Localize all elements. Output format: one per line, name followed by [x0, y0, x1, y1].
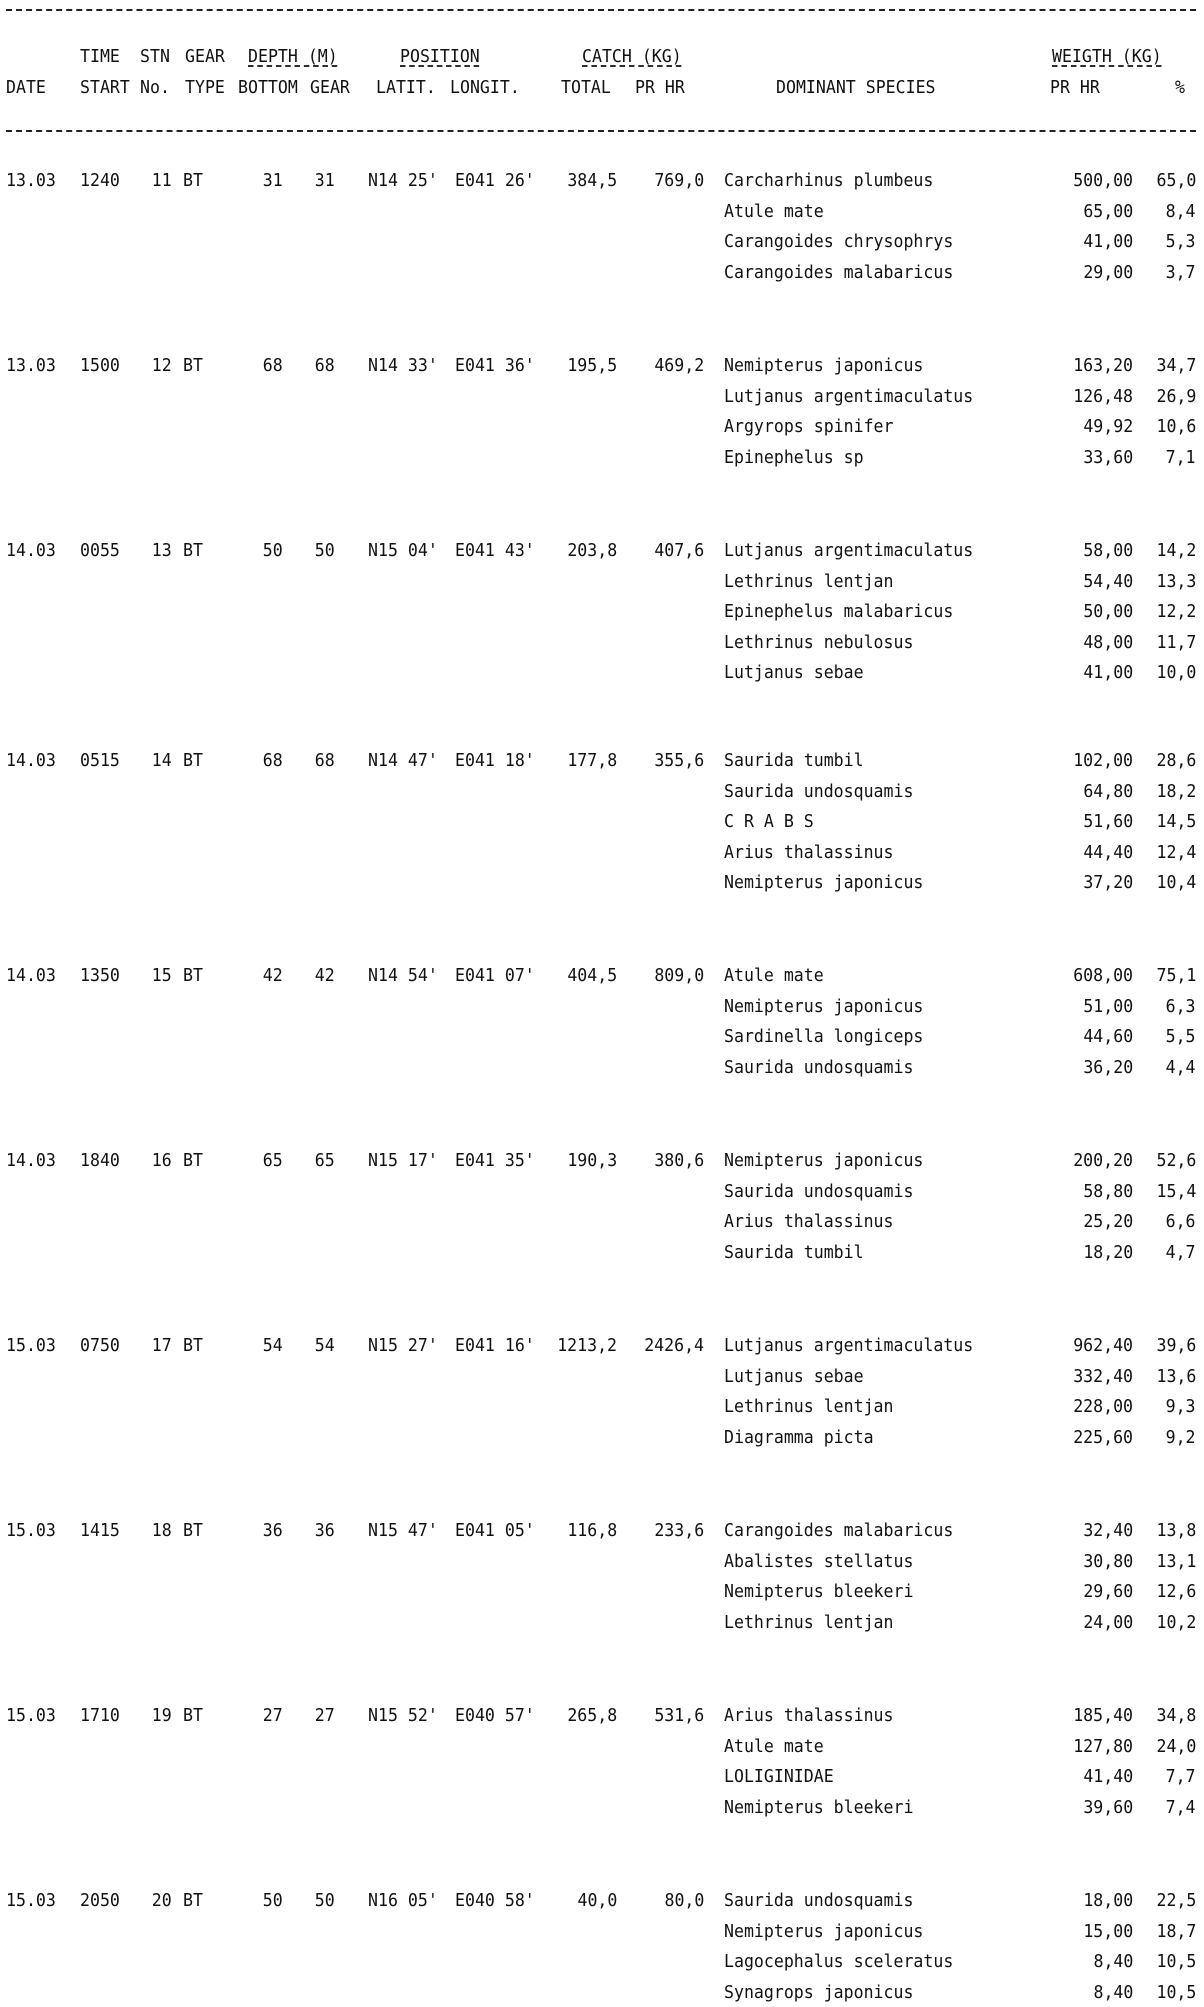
cell-time-start: 2050	[80, 1890, 120, 1911]
cell-station-number: 16	[152, 1150, 172, 1171]
cell-latitude: N14 47'	[368, 750, 438, 771]
species-weight-per-hour: 332,40	[1073, 1366, 1133, 1387]
cell-depth-gear: 54	[315, 1335, 335, 1356]
header-gear: GEAR	[185, 46, 225, 67]
species-name: Lethrinus lentjan	[724, 571, 894, 592]
cell-latitude: N14 25'	[368, 170, 438, 191]
header-longit: LONGIT.	[450, 77, 520, 98]
species-weight-percent: 28,6	[1156, 750, 1196, 771]
species-weight-per-hour: 58,80	[1083, 1181, 1133, 1202]
species-weight-percent: 13,6	[1156, 1366, 1196, 1387]
cell-date: 14.03	[6, 750, 56, 771]
species-weight-per-hour: 64,80	[1083, 781, 1133, 802]
cell-time-start: 0055	[80, 540, 120, 561]
species-weight-per-hour: 44,40	[1083, 842, 1133, 863]
species-weight-percent: 10,6	[1156, 416, 1196, 437]
cell-latitude: N16 05'	[368, 1890, 438, 1911]
cell-station-number: 17	[152, 1335, 172, 1356]
species-weight-percent: 22,5	[1156, 1890, 1196, 1911]
cell-latitude: N14 54'	[368, 965, 438, 986]
cell-time-start: 0750	[80, 1335, 120, 1356]
cell-catch-per-hour: 355,6	[654, 750, 704, 771]
species-name: Epinephelus sp	[724, 447, 864, 468]
species-name: Atule mate	[724, 201, 824, 222]
species-weight-percent: 26,9	[1156, 386, 1196, 407]
cell-longitude: E041 16'	[455, 1335, 535, 1356]
cell-station-number: 15	[152, 965, 172, 986]
cell-date: 13.03	[6, 355, 56, 376]
species-name: Carcharhinus plumbeus	[724, 170, 934, 191]
species-weight-per-hour: 228,00	[1073, 1396, 1133, 1417]
species-name: Saurida undosquamis	[724, 1181, 914, 1202]
species-name: Nemipterus japonicus	[724, 1150, 924, 1171]
cell-time-start: 1500	[80, 355, 120, 376]
species-name: Lutjanus argentimaculatus	[724, 386, 974, 407]
cell-depth-bottom: 65	[263, 1150, 283, 1171]
cell-catch-per-hour: 233,6	[654, 1520, 704, 1541]
cell-date: 14.03	[6, 1150, 56, 1171]
species-name: C R A B S	[724, 811, 814, 832]
cell-date: 13.03	[6, 170, 56, 191]
header-stn: STN	[140, 46, 170, 67]
species-weight-per-hour: 44,60	[1083, 1026, 1133, 1047]
species-name: Lutjanus sebae	[724, 662, 864, 683]
cell-gear-type: BT	[183, 1335, 203, 1356]
species-weight-percent: 39,6	[1156, 1335, 1196, 1356]
species-weight-per-hour: 185,40	[1073, 1705, 1133, 1726]
species-weight-percent: 12,6	[1156, 1581, 1196, 1602]
species-name: Nemipterus japonicus	[724, 872, 924, 893]
cell-time-start: 1415	[80, 1520, 120, 1541]
header-start: START	[80, 77, 130, 98]
species-weight-percent: 13,8	[1156, 1520, 1196, 1541]
species-weight-per-hour: 962,40	[1073, 1335, 1133, 1356]
species-weight-per-hour: 127,80	[1073, 1736, 1133, 1757]
species-name: Atule mate	[724, 1736, 824, 1757]
cell-longitude: E041 43'	[455, 540, 535, 561]
cell-station-number: 12	[152, 355, 172, 376]
species-weight-percent: 75,1	[1156, 965, 1196, 986]
species-weight-per-hour: 608,00	[1073, 965, 1133, 986]
species-weight-percent: 14,5	[1156, 811, 1196, 832]
cell-time-start: 0515	[80, 750, 120, 771]
header-catch: CATCH (KG)	[582, 46, 682, 67]
species-name: Saurida undosquamis	[724, 1890, 914, 1911]
header-time: TIME	[80, 46, 120, 67]
species-weight-per-hour: 58,00	[1083, 540, 1133, 561]
cell-latitude: N15 52'	[368, 1705, 438, 1726]
cell-depth-bottom: 68	[263, 750, 283, 771]
species-weight-percent: 12,4	[1156, 842, 1196, 863]
species-weight-per-hour: 33,60	[1083, 447, 1133, 468]
species-weight-per-hour: 25,20	[1083, 1211, 1133, 1232]
header-depth: DEPTH (M)	[248, 46, 338, 67]
species-weight-percent: 13,1	[1156, 1551, 1196, 1572]
cell-date: 15.03	[6, 1335, 56, 1356]
species-name: Nemipterus bleekeri	[724, 1797, 914, 1818]
cell-catch-total: 404,5	[567, 965, 617, 986]
cell-gear-type: BT	[183, 1150, 203, 1171]
species-weight-percent: 6,6	[1166, 1211, 1196, 1232]
cell-depth-gear: 50	[315, 540, 335, 561]
species-weight-per-hour: 163,20	[1073, 355, 1133, 376]
cell-date: 14.03	[6, 965, 56, 986]
species-weight-percent: 10,5	[1156, 1982, 1196, 2003]
cell-depth-gear: 68	[315, 355, 335, 376]
cell-depth-gear: 36	[315, 1520, 335, 1541]
species-name: Carangoides chrysophrys	[724, 231, 954, 252]
cell-depth-gear: 31	[315, 170, 335, 191]
cell-station-number: 20	[152, 1890, 172, 1911]
header-type: TYPE	[185, 77, 225, 98]
species-weight-percent: 7,1	[1166, 447, 1196, 468]
species-name: Abalistes stellatus	[724, 1551, 914, 1572]
cell-depth-bottom: 50	[263, 1890, 283, 1911]
cell-date: 15.03	[6, 1890, 56, 1911]
cell-longitude: E040 58'	[455, 1890, 535, 1911]
cell-longitude: E041 07'	[455, 965, 535, 986]
species-name: Sardinella longiceps	[724, 1026, 924, 1047]
cell-time-start: 1840	[80, 1150, 120, 1171]
cell-catch-total: 203,8	[567, 540, 617, 561]
cell-depth-bottom: 36	[263, 1520, 283, 1541]
species-name: Nemipterus japonicus	[724, 355, 924, 376]
cell-latitude: N15 04'	[368, 540, 438, 561]
species-weight-per-hour: 41,00	[1083, 662, 1133, 683]
cell-catch-per-hour: 769,0	[654, 170, 704, 191]
cell-longitude: E041 18'	[455, 750, 535, 771]
species-name: Atule mate	[724, 965, 824, 986]
species-weight-per-hour: 65,00	[1083, 201, 1133, 222]
species-weight-per-hour: 50,00	[1083, 601, 1133, 622]
species-name: Nemipterus bleekeri	[724, 1581, 914, 1602]
cell-longitude: E041 05'	[455, 1520, 535, 1541]
header-dominant-species: DOMINANT SPECIES	[776, 77, 936, 98]
cell-depth-gear: 65	[315, 1150, 335, 1171]
species-weight-percent: 10,5	[1156, 1951, 1196, 1972]
header-catch-prhr: PR HR	[635, 77, 685, 98]
species-weight-percent: 10,4	[1156, 872, 1196, 893]
cell-catch-per-hour: 531,6	[654, 1705, 704, 1726]
species-weight-percent: 9,3	[1166, 1396, 1196, 1417]
species-weight-percent: 34,8	[1156, 1705, 1196, 1726]
species-weight-percent: 8,4	[1166, 201, 1196, 222]
species-name: Carangoides malabaricus	[724, 1520, 954, 1541]
species-weight-percent: 5,3	[1166, 231, 1196, 252]
cell-gear-type: BT	[183, 1890, 203, 1911]
species-name: Lagocephalus sceleratus	[724, 1951, 954, 1972]
species-weight-percent: 24,0	[1156, 1736, 1196, 1757]
cell-depth-bottom: 42	[263, 965, 283, 986]
species-weight-per-hour: 15,00	[1083, 1921, 1133, 1942]
species-weight-per-hour: 102,00	[1073, 750, 1133, 771]
cell-gear-type: BT	[183, 170, 203, 191]
cell-depth-bottom: 54	[263, 1335, 283, 1356]
species-weight-per-hour: 200,20	[1073, 1150, 1133, 1171]
header-gear-depth: GEAR	[310, 77, 350, 98]
species-weight-per-hour: 8,40	[1093, 1982, 1133, 2003]
species-name: Synagrops japonicus	[724, 1982, 914, 2003]
cell-catch-per-hour: 809,0	[654, 965, 704, 986]
header-no: No.	[140, 77, 170, 98]
species-weight-percent: 12,2	[1156, 601, 1196, 622]
species-weight-per-hour: 41,00	[1083, 231, 1133, 252]
species-name: Carangoides malabaricus	[724, 262, 954, 283]
species-weight-per-hour: 48,00	[1083, 632, 1133, 653]
species-weight-per-hour: 32,40	[1083, 1520, 1133, 1541]
cell-depth-gear: 27	[315, 1705, 335, 1726]
species-weight-per-hour: 49,92	[1083, 416, 1133, 437]
species-name: Saurida undosquamis	[724, 1057, 914, 1078]
species-weight-per-hour: 37,20	[1083, 872, 1133, 893]
header-position: POSITION	[400, 46, 480, 67]
species-weight-per-hour: 18,20	[1083, 1242, 1133, 1263]
cell-latitude: N14 33'	[368, 355, 438, 376]
cell-gear-type: BT	[183, 750, 203, 771]
species-name: Arius thalassinus	[724, 842, 894, 863]
species-weight-percent: 7,4	[1166, 1797, 1196, 1818]
species-name: Saurida tumbil	[724, 1242, 864, 1263]
species-weight-per-hour: 500,00	[1073, 170, 1133, 191]
cell-depth-bottom: 31	[263, 170, 283, 191]
cell-catch-total: 384,5	[567, 170, 617, 191]
cell-gear-type: BT	[183, 1520, 203, 1541]
cell-catch-total: 116,8	[567, 1520, 617, 1541]
species-name: Lutjanus argentimaculatus	[724, 1335, 974, 1356]
species-weight-per-hour: 54,40	[1083, 571, 1133, 592]
cell-longitude: E041 36'	[455, 355, 535, 376]
cell-catch-per-hour: 380,6	[654, 1150, 704, 1171]
species-name: Nemipterus japonicus	[724, 1921, 924, 1942]
species-weight-percent: 13,3	[1156, 571, 1196, 592]
cell-depth-gear: 50	[315, 1890, 335, 1911]
header-weight-prhr: PR HR	[1050, 77, 1100, 98]
header-dashed-rule	[6, 130, 1196, 132]
species-weight-percent: 5,5	[1166, 1026, 1196, 1047]
species-weight-per-hour: 41,40	[1083, 1766, 1133, 1787]
cell-catch-per-hour: 469,2	[654, 355, 704, 376]
cell-catch-per-hour: 2426,4	[644, 1335, 704, 1356]
cell-gear-type: BT	[183, 1705, 203, 1726]
cell-gear-type: BT	[183, 540, 203, 561]
cell-latitude: N15 47'	[368, 1520, 438, 1541]
cell-gear-type: BT	[183, 965, 203, 986]
species-weight-percent: 7,7	[1166, 1766, 1196, 1787]
cell-station-number: 18	[152, 1520, 172, 1541]
species-name: Saurida tumbil	[724, 750, 864, 771]
cell-catch-total: 265,8	[567, 1705, 617, 1726]
species-name: Argyrops spinifer	[724, 416, 894, 437]
cell-longitude: E040 57'	[455, 1705, 535, 1726]
header-date: DATE	[6, 77, 46, 98]
cell-station-number: 19	[152, 1705, 172, 1726]
species-name: Lethrinus lentjan	[724, 1396, 894, 1417]
species-weight-per-hour: 24,00	[1083, 1612, 1133, 1633]
species-weight-per-hour: 51,00	[1083, 996, 1133, 1017]
cell-latitude: N15 27'	[368, 1335, 438, 1356]
cell-date: 14.03	[6, 540, 56, 561]
species-weight-percent: 10,2	[1156, 1612, 1196, 1633]
species-name: Arius thalassinus	[724, 1211, 894, 1232]
cell-gear-type: BT	[183, 355, 203, 376]
species-name: Saurida undosquamis	[724, 781, 914, 802]
species-name: Epinephelus malabaricus	[724, 601, 954, 622]
cell-latitude: N15 17'	[368, 1150, 438, 1171]
species-weight-percent: 9,2	[1166, 1427, 1196, 1448]
species-weight-percent: 4,7	[1166, 1242, 1196, 1263]
cell-depth-bottom: 27	[263, 1705, 283, 1726]
species-weight-per-hour: 29,00	[1083, 262, 1133, 283]
cell-station-number: 13	[152, 540, 172, 561]
species-weight-per-hour: 51,60	[1083, 811, 1133, 832]
cell-catch-total: 190,3	[567, 1150, 617, 1171]
species-weight-percent: 10,0	[1156, 662, 1196, 683]
species-name: Lethrinus nebulosus	[724, 632, 914, 653]
cell-depth-gear: 42	[315, 965, 335, 986]
cell-catch-total: 40,0	[577, 1890, 617, 1911]
species-weight-per-hour: 18,00	[1083, 1890, 1133, 1911]
header-total: TOTAL	[561, 77, 611, 98]
cell-longitude: E041 26'	[455, 170, 535, 191]
species-weight-per-hour: 8,40	[1093, 1951, 1133, 1972]
species-weight-percent: 34,7	[1156, 355, 1196, 376]
top-dashed-rule	[6, 9, 1196, 11]
cell-station-number: 11	[152, 170, 172, 191]
header-weigth: WEIGTH (KG)	[1052, 46, 1162, 67]
species-weight-per-hour: 126,48	[1073, 386, 1133, 407]
species-weight-per-hour: 29,60	[1083, 1581, 1133, 1602]
header-latit: LATIT.	[376, 77, 436, 98]
cell-catch-per-hour: 407,6	[654, 540, 704, 561]
species-weight-percent: 65,0	[1156, 170, 1196, 191]
species-weight-per-hour: 30,80	[1083, 1551, 1133, 1572]
species-weight-per-hour: 36,20	[1083, 1057, 1133, 1078]
species-weight-percent: 6,3	[1166, 996, 1196, 1017]
species-name: Lethrinus lentjan	[724, 1612, 894, 1633]
header-percent: %	[1175, 77, 1185, 98]
cell-catch-per-hour: 80,0	[664, 1890, 704, 1911]
species-name: Lutjanus argentimaculatus	[724, 540, 974, 561]
species-name: Nemipterus japonicus	[724, 996, 924, 1017]
header-bottom: BOTTOM	[238, 77, 298, 98]
species-weight-percent: 11,7	[1156, 632, 1196, 653]
cell-date: 15.03	[6, 1520, 56, 1541]
species-name: Diagramma picta	[724, 1427, 874, 1448]
species-weight-percent: 52,6	[1156, 1150, 1196, 1171]
species-weight-percent: 3,7	[1166, 262, 1196, 283]
cell-depth-gear: 68	[315, 750, 335, 771]
cell-catch-total: 195,5	[567, 355, 617, 376]
species-weight-per-hour: 225,60	[1073, 1427, 1133, 1448]
cell-catch-total: 1213,2	[557, 1335, 617, 1356]
cell-station-number: 14	[152, 750, 172, 771]
species-weight-percent: 18,7	[1156, 1921, 1196, 1942]
cell-date: 15.03	[6, 1705, 56, 1726]
cell-time-start: 1710	[80, 1705, 120, 1726]
cell-depth-bottom: 50	[263, 540, 283, 561]
cell-catch-total: 177,8	[567, 750, 617, 771]
species-weight-per-hour: 39,60	[1083, 1797, 1133, 1818]
cell-time-start: 1350	[80, 965, 120, 986]
species-weight-percent: 15,4	[1156, 1181, 1196, 1202]
species-weight-percent: 4,4	[1166, 1057, 1196, 1078]
cell-time-start: 1240	[80, 170, 120, 191]
species-name: Lutjanus sebae	[724, 1366, 864, 1387]
species-name: Arius thalassinus	[724, 1705, 894, 1726]
cell-depth-bottom: 68	[263, 355, 283, 376]
cell-longitude: E041 35'	[455, 1150, 535, 1171]
species-name: LOLIGINIDAE	[724, 1766, 834, 1787]
species-weight-percent: 18,2	[1156, 781, 1196, 802]
species-weight-percent: 14,2	[1156, 540, 1196, 561]
